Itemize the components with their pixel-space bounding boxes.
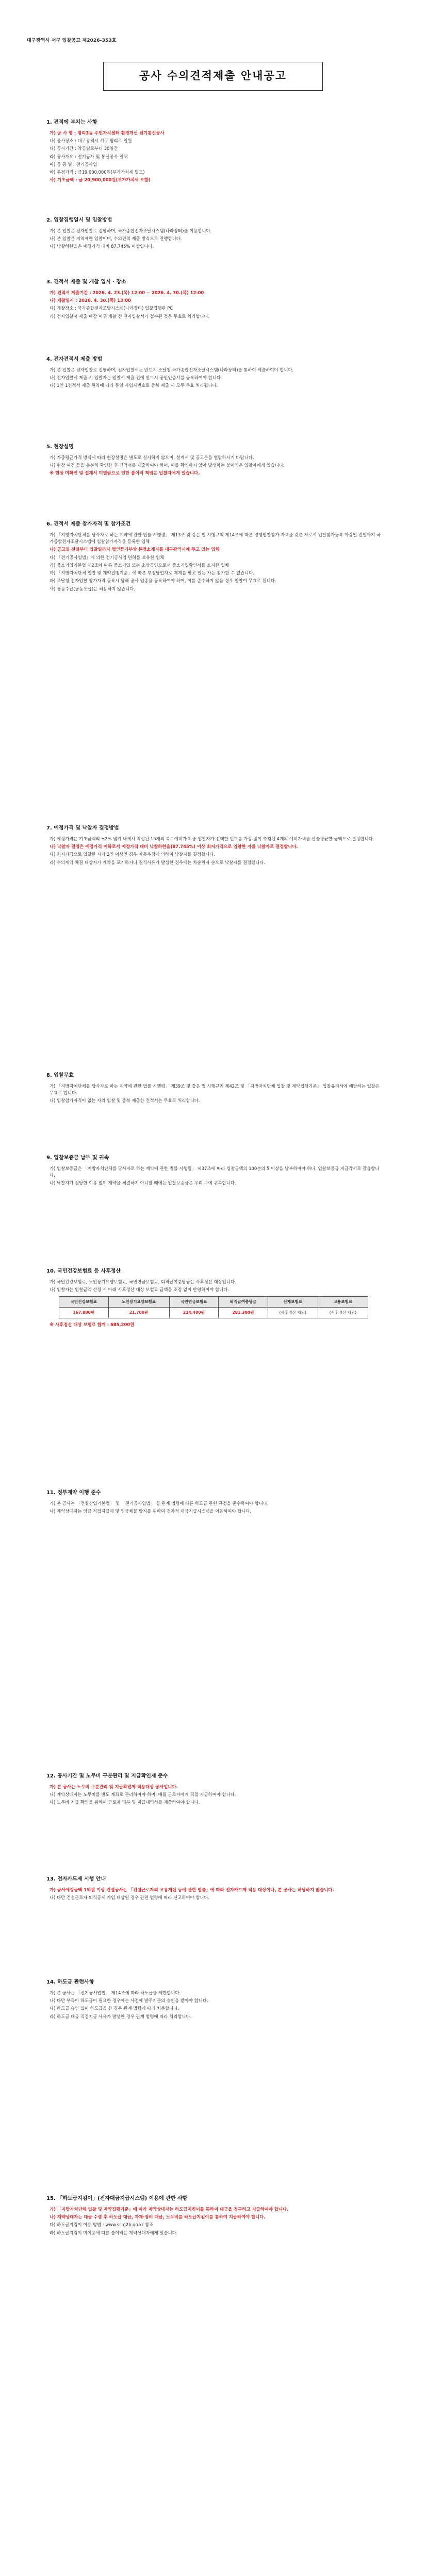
line: ※ 현장 미확인 및 설계서 미열람으로 인한 불이익 책임은 입찰자에게 있습니다. xyxy=(50,470,200,476)
insurance-table xyxy=(59,1296,368,1318)
section-title: 2. 입찰집행일시 및 입찰방법 xyxy=(46,217,112,223)
title-box xyxy=(103,62,323,91)
line: 가) 공 사 명 : 평리3동 주민자치센터 환경개선 전기통신공사 xyxy=(50,130,165,135)
line: 가) 예정가격은 기초금액의 ±2% 범위 내에서 작성된 15개의 복수예비가격 중 입찰자가 선택한 번호를 가장 많이 추첨된 4개의 예비가격을 산술평균한 금액으로 결정합니다. xyxy=(50,836,374,841)
table-header: 국민건강보험료 xyxy=(59,1297,109,1308)
table-cell: (사후정산 제외) xyxy=(268,1308,318,1318)
line: 가) 본 공사는 「전기공사업법」 제14조에 따라 하도급을 제한합니다. xyxy=(50,1990,181,1995)
line: 라) 하도급 대금 직접지급 사유가 발생한 경우 관계 법령에 따라 처리합니다. xyxy=(50,2013,192,2019)
line: 라) 수의계약 체결 대상자가 계약을 포기하거나 결격사유가 발생한 경우에는 차순위자 순으로 낙찰자를 결정합니다. xyxy=(50,859,266,865)
line: 가) 본 공사는 노무비 구분관리 및 지급확인제 적용대상 공사입니다. xyxy=(50,1784,178,1789)
section-title: 11. 정부계약 이행 준수 xyxy=(46,1490,101,1496)
line: 가) 「지방자치단체를 당사자로 하는 계약에 관한 법률 시행령」 제39조 및 같은 법 시행규칙 제42조 및 「지방자치단체 입찰 및 계약집행기준」 입찰유의서에 해당하는 입찰은 무효로 합니다. xyxy=(50,1083,381,1096)
line: 나) 낙찰자 결정은 예정가격 이하로서 예정가격 대비 낙찰하한율(87.745%) 이상 최저가격으로 입찰한 자를 낙찰자로 결정합니다. xyxy=(50,844,298,850)
line: 나) 전자입찰서 제출 시 입찰자는 입찰서 제출 전에 반드시 공인인증서를 등록하여야 합니다. xyxy=(50,375,222,381)
section-5 xyxy=(46,443,384,478)
section-title: 10. 국민건강보험료 등 사후정산 xyxy=(46,1268,121,1274)
line: 다) 개찰장소 : 국가종합전자조달시스템(나라장터) 입찰집행관 PC xyxy=(50,306,173,311)
line: 나) 계약상대자는 노무비를 별도 계좌로 관리하여야 하며, 매월 근로자에게 직접 지급하여야 합니다. xyxy=(50,1792,236,1798)
line: 다) 낙찰하한율은 예정가격 대비 87.745% 이상입니다. xyxy=(50,244,154,249)
line: 나) 다만 건설근로자 퇴직공제 가입 대상일 경우 관련 법령에 따라 신고하여야 합니다. xyxy=(50,1895,210,1901)
line: 가) 견적서 제출기간 : 2026. 4. 23.(목) 12:00 ~ 2026. 4. 30.(목) 12:00 xyxy=(50,290,204,295)
table-cell: 21,700원 xyxy=(108,1308,169,1318)
line: 나) 현장 여건 등을 충분히 확인한 후 견적서를 제출하여야 하며, 이를 확인하지 않아 발생하는 불이익은 입찰자에게 있습니다. xyxy=(50,463,285,468)
line: 다) 하도급 승인 없이 하도급을 한 경우 관계 법령에 따라 처분합니다. xyxy=(50,2006,179,2011)
doc-title: 공사 수의견적제출 안내공고 xyxy=(139,70,287,82)
section-11 xyxy=(46,1489,384,1516)
line: 다) 노무비 지급 확인을 위하여 근로자 명부 및 지급내역서를 제출하여야 합니다. xyxy=(50,1800,200,1805)
line: 가) 입찰보증금은 「지방자치단체를 당사자로 하는 계약에 관한 법률 시행령」 제37조에 따라 입찰금액의 100분의 5 이상을 납부하여야 하나, 입찰보증금 지급각서로 갈음합니다. xyxy=(50,1165,380,1178)
table-header: 고용보험료 xyxy=(318,1297,368,1308)
line: 바) 추정가격 : 금19,000,000원(부가가치세 별도) xyxy=(50,170,145,175)
line: 다) 공사기간 : 착공일로부터 30일간 xyxy=(50,146,118,151)
line: 다) 하도급지킴이 이용 방법 : www.sc.g2b.go.kr 참조 xyxy=(50,2222,154,2228)
table-row xyxy=(59,1308,368,1318)
section-15 xyxy=(46,2195,384,2238)
line: 다) 「전기공사업법」에 의한 전기공사업 면허를 보유한 업체 xyxy=(50,554,165,560)
section-title: 9. 입찰보증금 납부 및 귀속 xyxy=(46,1155,109,1161)
section-title: 5. 현장설명 xyxy=(46,444,74,450)
section-3 xyxy=(46,278,384,321)
table-header: 산재보험료 xyxy=(268,1297,318,1308)
line: 나) 계약상대자는 임금 직접지급제 및 임금체불 방지를 위하여 전자적 대금지급시스템을 이용하여야 합니다. xyxy=(50,1509,252,1514)
section-title: 6. 견적서 제출 참가자격 및 참가조건 xyxy=(46,521,131,527)
table-cell: 214,400원 xyxy=(169,1308,219,1318)
section-4 xyxy=(46,355,384,391)
section-7 xyxy=(46,824,384,867)
section-title: 7. 예정가격 및 낙찰자 결정방법 xyxy=(46,825,119,831)
line: 가) 가중평균가격 방식에 따라 현장설명은 별도로 실시하지 않으며, 설계서 및 공고문을 열람하시기 바랍니다. xyxy=(50,454,254,460)
line: 다) 최저가격으로 입찰한 자가 2인 이상인 경우 자동추첨에 의하여 낙찰자를 결정합니다. xyxy=(50,852,216,857)
table-header: 퇴직급여충당금 xyxy=(219,1297,268,1308)
table-header-row xyxy=(59,1297,368,1308)
line: 라) 하도급지킴이 미이용에 따른 불이익은 계약상대자에게 있습니다. xyxy=(50,2230,178,2235)
section-title: 1. 견적에 부치는 사항 xyxy=(46,120,97,125)
line: 나) 다만 부득이 하도급이 필요한 경우에는 사전에 발주기관의 승인을 받아야 합니다. xyxy=(50,1998,208,2004)
table-header: 국민연금보험료 xyxy=(169,1297,219,1308)
line: 바) 조달청 전자입찰 참가자격 등록시 당해 공사 업종을 등록하여야 하며, 이를 준수하지 않을 경우 입찰이 무효로 됩니다. xyxy=(50,578,276,584)
section-14 xyxy=(46,1978,384,2021)
line: 나) 공사장소 : 대구광역시 서구 평리로 일원 xyxy=(50,138,132,144)
section-10 xyxy=(46,1267,384,1330)
section-title: 14. 하도급 관련사항 xyxy=(46,1979,94,1985)
line: 가) 본 입찰은 전자입찰로 집행하며, 국가종합전자조달시스템(나라장터)을 이용합니다. xyxy=(50,228,212,233)
line: 마) 공 종 별 : 전기공사업 xyxy=(50,161,97,167)
section-title: 4. 전자견적서 제출 방법 xyxy=(46,357,103,362)
line: 마) 「지방자치단체 입찰 및 계약집행기준」에 따른 부정당업자로 제재를 받고 있는 자는 참가할 수 없습니다. xyxy=(50,570,255,576)
section-title: 8. 입찰무효 xyxy=(46,1073,74,1078)
section-2 xyxy=(46,216,384,251)
section-title: 3. 견적서 제출 및 개찰 일시 · 장소 xyxy=(46,279,126,285)
doc-number: 대구광역시 서구 입찰공고 제2026-353호 xyxy=(27,38,117,43)
section-9 xyxy=(46,1154,384,1188)
line: 나) 개찰일시 : 2026. 4. 30.(목) 13:00 xyxy=(50,298,131,303)
line: 사) 기초금액 : 금 20,900,000원(부가가치세 포함) xyxy=(50,177,151,183)
line: 가) 「지방자치단체를 당사자로 하는 계약에 관한 법률 시행령」 제13조 및 같은 법 시행규칙 제14조에 따른 경쟁입찰참가 자격을 갖춘 자로서 입찰참가등록 마감일 전일까지 국가종합전자조달시스템에 입찰참가자격을 등록한 업체 xyxy=(50,532,381,545)
section-title: 15. 「하도급지킴이」(전자대금지급시스템) 이용에 관한 사항 xyxy=(46,2196,188,2201)
section-title: 13. 전자카드제 시행 안내 xyxy=(46,1876,106,1882)
line: 사) 공동수급(공동도급)은 허용하지 않습니다. xyxy=(50,586,136,591)
line: ※ 사후정산 대상 보험료 합계 : 685,200원 xyxy=(50,1322,135,1328)
line: 라) 공사개요 : 전기공사 및 통신공사 일체 xyxy=(50,154,128,159)
line: 라) 중소기업기본법 제2조에 따른 중소기업 또는 소상공인으로서 중소기업확인서를 소지한 업체 xyxy=(50,562,230,568)
line: 나) 낙찰자가 정당한 이유 없이 계약을 체결하지 아니할 때에는 입찰보증금은 우리 구에 귀속합니다. xyxy=(50,1180,236,1186)
section-13 xyxy=(46,1875,384,1902)
line: 나) 본 입찰은 지역제한 입찰이며, 수의견적 제출 방식으로 진행합니다. xyxy=(50,236,182,242)
line: 가) 국민건강보험료, 노인장기요양보험료, 국민연금보험료, 퇴직급여충당금은 사후정산 대상입니다. xyxy=(50,1279,236,1284)
table-header: 노인장기요양보험료 xyxy=(108,1297,169,1308)
section-title: 12. 공사기간 및 노무비 구분관리 및 지급확인제 준수 xyxy=(46,1773,168,1779)
line: 가) 「지방자치단체 입찰 및 계약집행기준」에 따라 계약상대자는 하도급지킴이를 통하여 대금을 청구하고 지급하여야 합니다. xyxy=(50,2206,289,2212)
line: 나) 입찰자는 입찰금액 산정 시 아래 사후정산 대상 보험료 금액을 조정 없이 반영하여야 합니다. xyxy=(50,1287,229,1293)
line: 가) 본 입찰은 전자입찰로 집행하며, 전자입찰서는 반드시 조달청 국가종합전자조달시스템(나라장터)을 통하여 제출하여야 합니다. xyxy=(50,367,294,372)
line: 라) 전자입찰서 제출 마감 이후 개찰 전 전자입찰서가 접수된 것은 무효로 처리합니다. xyxy=(50,313,210,319)
section-8 xyxy=(46,1072,384,1106)
line: 나) 공고일 전일부터 입찰일까지 법인등기부상 본점소재지를 대구광역시에 두고 있는 업체 xyxy=(50,547,220,552)
table-cell: (사후정산 제외) xyxy=(318,1308,368,1318)
table-cell: 281,300원 xyxy=(219,1308,268,1318)
section-6 xyxy=(46,520,384,594)
line: 가) 본 공사는 「건설산업기본법」 및 「전기공사업법」 등 관계 법령에 따른 하도급 관련 규정을 준수하여야 합니다. xyxy=(50,1500,269,1506)
section-12 xyxy=(46,1772,384,1807)
table-cell: 167,800원 xyxy=(59,1308,109,1318)
line: 나) 입찰참가자격이 없는 자의 입찰 및 중복 제출한 견적서는 무효로 처리합니다. xyxy=(50,1098,200,1104)
line: 가) 공사예정금액 1억원 이상 건설공사는 「건설근로자의 고용개선 등에 관한 법률」에 따라 전자카드제 적용 대상이나, 본 공사는 해당하지 않습니다. xyxy=(50,1887,334,1892)
line: 다) 1인 1견적서 제출 원칙에 따라 동일 사업자번호로 중복 제출 시 모두 무효 처리됩니다. xyxy=(50,383,218,388)
section-1 xyxy=(46,118,384,185)
line: 나) 계약상대자는 대금 수령 후 하도급 대금, 자재·장비 대금, 노무비를 하도급지킴이를 통하여 지급하여야 합니다. xyxy=(50,2214,266,2220)
